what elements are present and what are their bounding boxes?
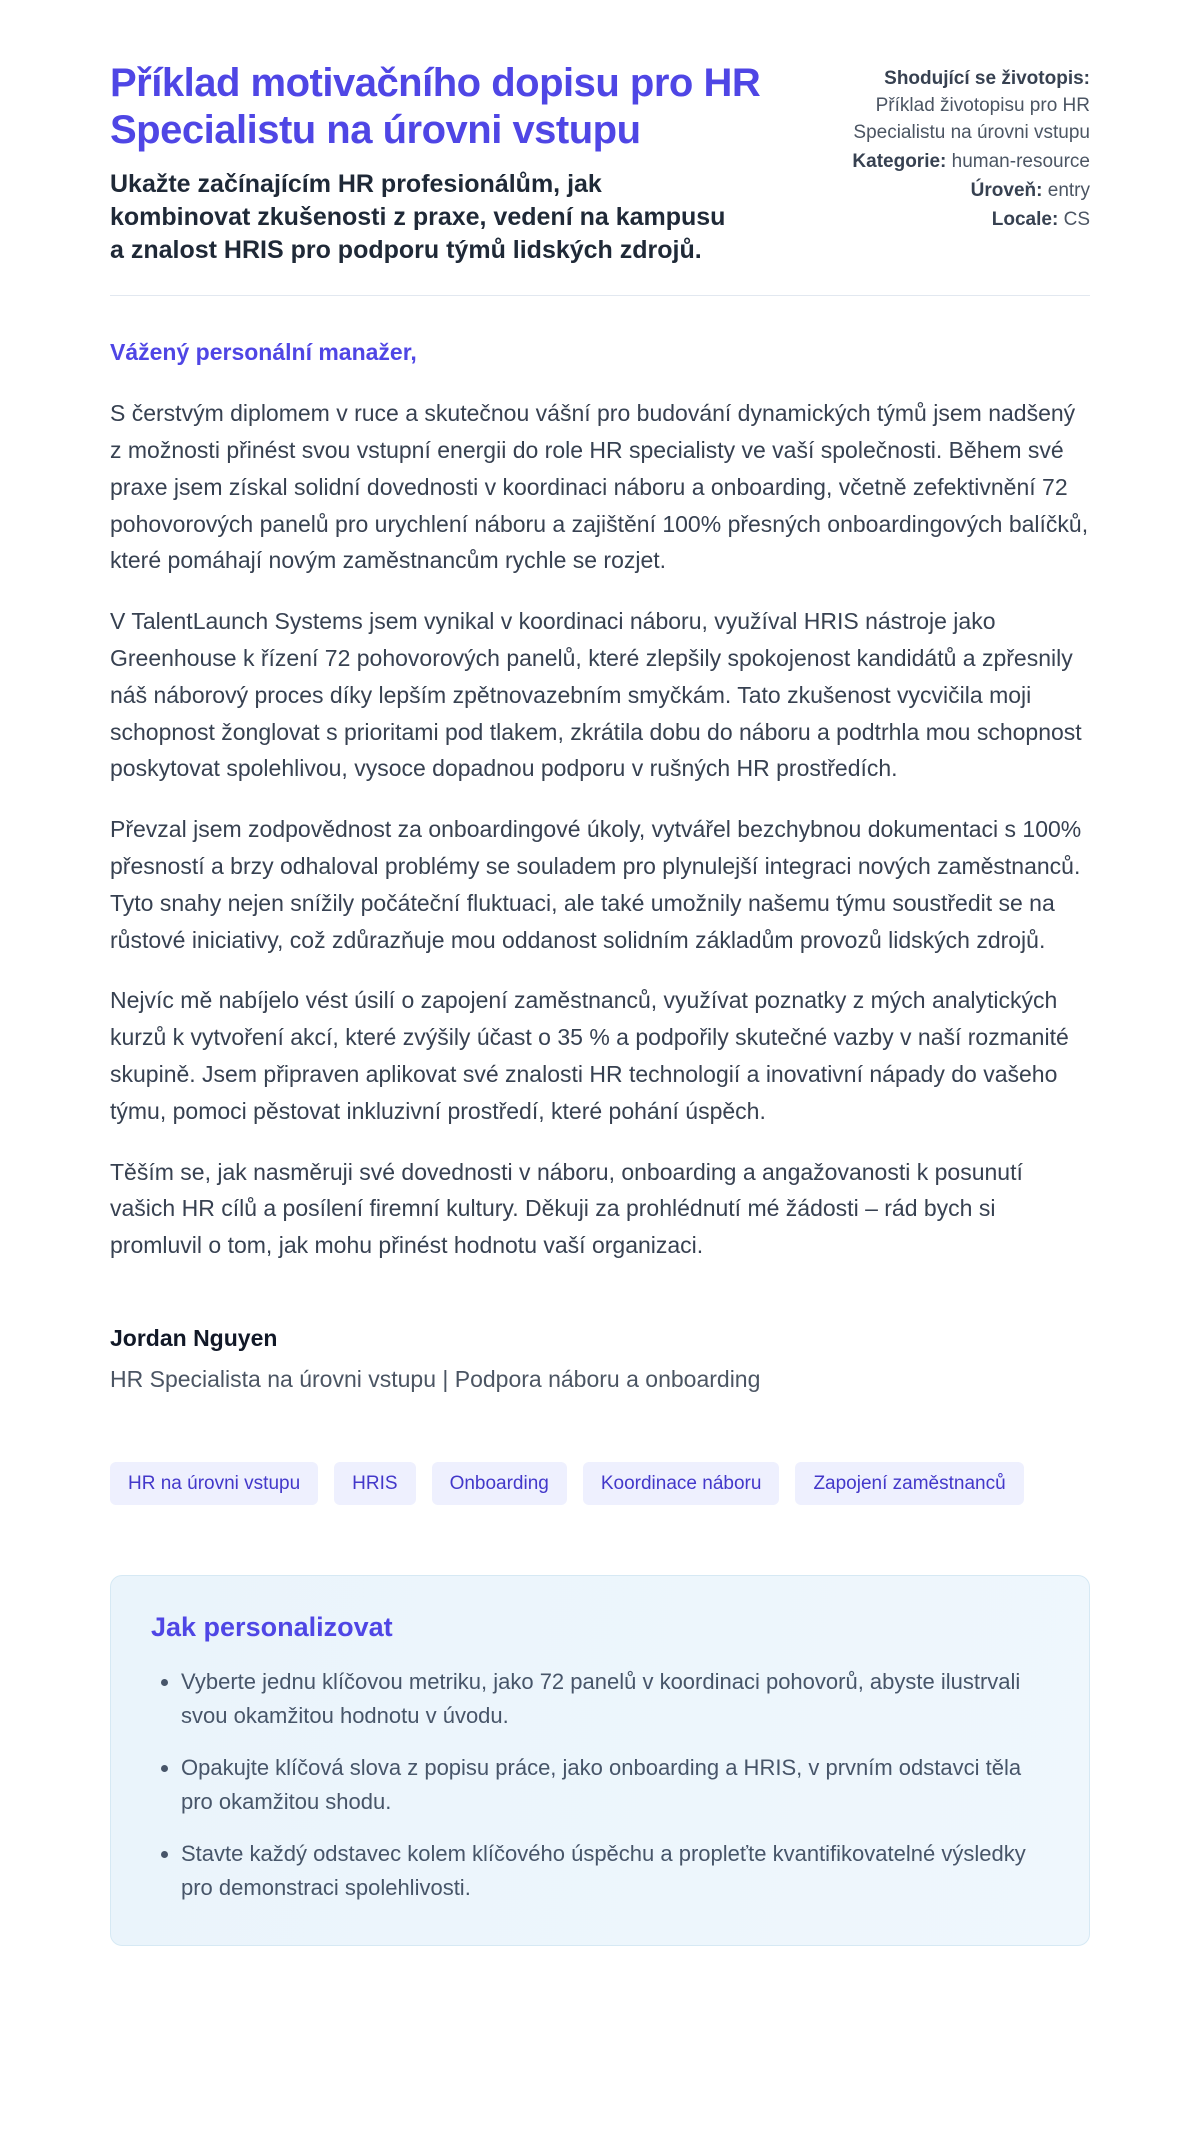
meta-label-locale: Locale: [991,208,1059,230]
tips-title: Jak personalizovat [151,1611,393,1642]
meta-row-level [850,178,1090,205]
letter-paragraph-5: Těším se, jak nasměruji své dovednosti v náboru, onboarding a angažovanosti k posunutí vašich HR cílů a posílení firemní kultury. Děkuji za prohlédnutí mé žádosti – rád bych si promluvil o tom, jak mohu přinést hodnotu vaší organizaci. [110,1158,1023,1259]
page-title: Příklad motivačního dopisu pro HR Specialistu na úrovni vstupu [110,61,761,153]
letter-paragraph-4: Nejvíc mě nabíjelo vést úsilí o zapojení zaměstnanců, využívat poznatky z mých analytických kurzů k vytvoření akcí, které zvýšily účast o 35 % a podpořily skutečné vazby v naší rozmanité skupině. Jsem připraven aplikovat své znalosti HR technologií a inovativní nápady do vašeho týmu, pomoci pěstovat inkluzivní prostředí, které pohání úspěch. [110,987,1069,1124]
header-left [110,60,810,267]
cover-letter [110,334,1090,1397]
meta-value-matching-resume: Příklad životopisu pro HR Specialistu na úrovni vstupu [853,94,1090,143]
tag-recruitment-coordination[interactable]: Koordinace náboru [583,1462,780,1505]
signature-name: Jordan Nguyen [110,1324,278,1351]
meta-label-category: Kategorie: [852,150,947,172]
tips-list [151,1665,1049,1906]
meta-row-category [850,149,1090,176]
letter-paragraph-3: Převzal jsem zodpovědnost za onboardingové úkoly, vytvářel bezchybnou dokumentaci s 100% přesností a brzy odhaloval problémy se souladem pro plynulejší integraci nových zaměstnanců. Tyto snahy nejen snížily počáteční fluktuaci, ale také umožnily našemu týmu soustředit se na růstové iniciativy, což zdůrazňuje mou oddanost solidním základům provozů lidských zdrojů. [110,816,1082,953]
tag-entry-level-hr[interactable]: HR na úrovni vstupu [110,1462,318,1505]
meta-value-level: entry [1047,179,1090,201]
header [110,60,1090,267]
page-subtitle: Ukažte začínajícím HR profesionálům, jak kombinovat zkušenosti z praxe, vedení na kampusu a znalost HRIS pro podporu týmů lidských zdrojů. [110,170,726,265]
header-divider [110,295,1090,296]
tag-onboarding[interactable]: Onboarding [432,1462,567,1505]
tag-hris[interactable]: HRIS [334,1462,415,1505]
meta-row-matching-resume [850,66,1090,147]
tip-item-3: • Stavte každý odstavec kolem klíčového úspěchu a propleťte kvantifikovatelné výsledky pro demonstraci spolehlivosti. [181,1837,1049,1905]
tip-item-2: • Opakujte klíčová slova z popisu práce, jako onboarding a HRIS, v prvním odstavci těla pro okamžitou shodu. [181,1751,1049,1819]
letter-greeting: Vážený personální manažer, [110,339,417,366]
meta-row-locale [850,207,1090,234]
meta-label-level: Úroveň: [970,179,1043,201]
signature-role: HR Specialista na úrovni vstupu | Podpora náboru a onboarding [110,1365,761,1392]
tag-list [110,1462,1090,1505]
personalization-tips-callout [110,1575,1090,1947]
meta-value-category: human-resource [951,150,1090,172]
letter-paragraph-1: S čerstvým diplomem v ruce a skutečnou vášní pro budování dynamických týmů jsem nadšený z možnosti přinést svou vstupní energii do role HR specialisty ve vaší společnosti. Během své praxe jsem získal solidní dovednosti v koordinaci náboru a onboarding, včetně zefektivnění 72 pohovorových panelů pro urychlení náboru a zajištění 100% přesných onboardingových balíčků, které pomáhají novým zaměstnancům rychle se rozjet. [110,400,1089,574]
header-meta [850,60,1090,267]
meta-value-locale: CS [1063,208,1090,230]
meta-label-matching-resume: Shodující se životopis: [884,68,1090,89]
tip-item-1: • Vyberte jednu klíčovou metriku, jako 72 panelů v koordinaci pohovorů, abyste ilustrvali svou okamžitou hodnotu v úvodu. [181,1665,1049,1733]
letter-paragraph-2: V TalentLaunch Systems jsem vynikal v koordinaci náboru, využíval HRIS nástroje jako Greenhouse k řízení 72 pohovorových panelů, které zlepšily spokojenost kandidátů a zpřesnily náš náborový proces díky lepším zpětnovazebním smyčkám. Tato zkušenost vycvičila moji schopnost žonglovat s prioritami pod tlakem, zkrátila dobu do náboru a podtrhla mou schopnost poskytovat spolehlivou, vysoce dopadnou podporu v rušných HR prostředích. [110,608,1082,782]
tag-employee-engagement[interactable]: Zapojení zaměstnanců [795,1462,1023,1505]
